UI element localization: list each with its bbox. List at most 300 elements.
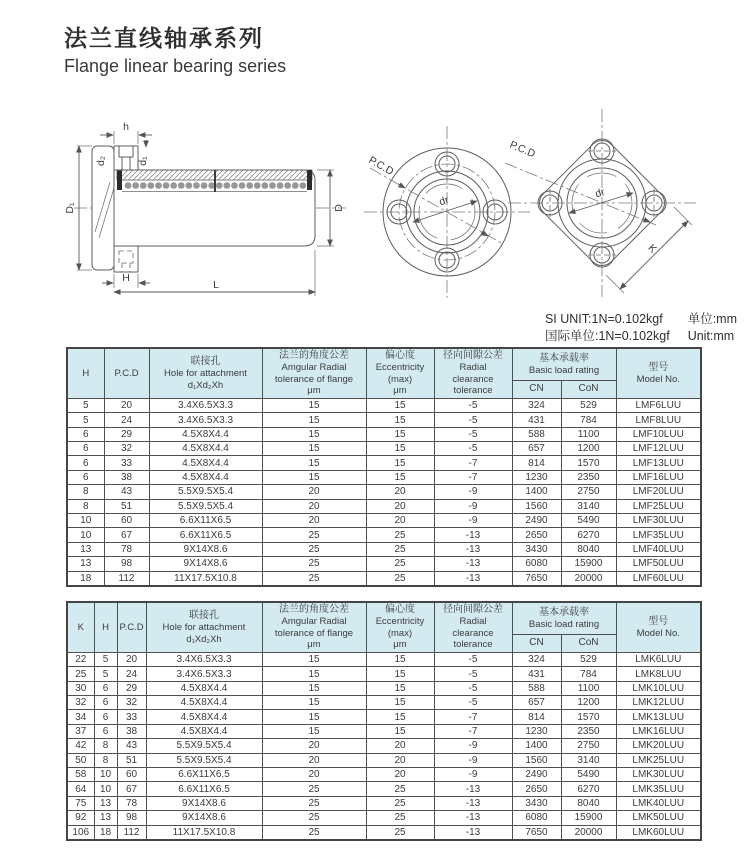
table-cell: 34	[67, 710, 94, 724]
table-cell: 10	[94, 768, 117, 782]
table-cell: 13	[67, 542, 104, 556]
table-row	[67, 811, 701, 825]
table-cell: -13	[434, 528, 512, 542]
col-header-con: CoN	[561, 380, 616, 398]
table-cell: 20	[262, 514, 366, 528]
table-row	[67, 499, 701, 513]
table-cell: 20000	[561, 571, 616, 586]
table-cell: 15	[366, 427, 434, 441]
table-cell: 8040	[561, 796, 616, 810]
table-cell: 1200	[561, 442, 616, 456]
table-cell: LMF13LUU	[616, 456, 701, 470]
table-cell: -9	[434, 739, 512, 753]
table-row	[67, 667, 701, 681]
table-cell: LMK35LUU	[616, 782, 701, 796]
col-header-pcd: P.C.D	[117, 602, 146, 652]
table-cell: 5.5X9.5X5.4	[146, 739, 262, 753]
table-cell: 15900	[561, 557, 616, 571]
col-header-model: 型号 Model No.	[616, 348, 701, 398]
col-header-eccentricity: 偏心度 Eccentricity (max) μm	[366, 602, 434, 652]
table-cell: LMF20LUU	[616, 485, 701, 499]
table-cell: 13	[67, 557, 104, 571]
table-cell: 1100	[561, 427, 616, 441]
table-cell: 4.5X8X4.4	[149, 427, 262, 441]
table-cell: -13	[434, 557, 512, 571]
table-cell: 32	[117, 696, 146, 710]
table-cell: 13	[94, 811, 117, 825]
table-cell: 18	[94, 825, 117, 840]
table-cell: -5	[434, 681, 512, 695]
table-cell: 25	[67, 667, 94, 681]
table-cell: 5.5X9.5X5.4	[149, 499, 262, 513]
table-cell: 25	[366, 557, 434, 571]
table-row	[67, 456, 701, 470]
table-cell: 5	[94, 652, 117, 666]
table-cell: 30	[67, 681, 94, 695]
table-cell: 75	[67, 796, 94, 810]
table-cell: -5	[434, 442, 512, 456]
table-cell: 6.6X11X6.5	[149, 514, 262, 528]
dim-label-L: L	[213, 279, 219, 291]
col-header-basic-load: 基本承载率 Basic load rating	[512, 348, 616, 380]
table-cell: 1230	[512, 470, 561, 484]
col-header-basic-load: 基本承载率 Basic load rating	[512, 602, 616, 634]
table-cell: 1200	[561, 696, 616, 710]
table-row	[67, 485, 701, 499]
col-header-angular: 法兰的角度公差 Amgular Radial tolerance of flange μm	[262, 348, 366, 398]
table-cell: 20	[366, 485, 434, 499]
table-row	[67, 825, 701, 840]
table-cell: -5	[434, 667, 512, 681]
table-cell: 20	[366, 499, 434, 513]
table-cell: 9X14X8.6	[146, 811, 262, 825]
table-cell: LMF16LUU	[616, 470, 701, 484]
table-cell: 24	[117, 667, 146, 681]
table-cell: LMF10LUU	[616, 427, 701, 441]
table-cell: 33	[104, 456, 149, 470]
table-row	[67, 398, 701, 412]
table-cell: LMK10LUU	[616, 681, 701, 695]
unit-note-line1: 单位:mm	[687, 312, 737, 326]
table-cell: 25	[262, 811, 366, 825]
table-cell: 112	[117, 825, 146, 840]
si-note-line1: SI UNIT:1N=0.102kgf	[544, 312, 663, 326]
table-cell: 4.5X8X4.4	[146, 696, 262, 710]
col-header-con: CoN	[561, 634, 616, 652]
table-cell: 20	[366, 768, 434, 782]
dim-label-d2: d₂	[95, 156, 107, 166]
table-cell: 8040	[561, 542, 616, 556]
table-cell: LMF35LUU	[616, 528, 701, 542]
table-row	[67, 696, 701, 710]
table-cell: 2490	[512, 768, 561, 782]
table-cell: 15	[262, 710, 366, 724]
table-cell: 8	[94, 739, 117, 753]
table-cell: -5	[434, 427, 512, 441]
col-header-eccentricity: 偏心度 Eccentricity (max) μm	[366, 348, 434, 398]
table-cell: LMK20LUU	[616, 739, 701, 753]
table-cell: 15	[366, 398, 434, 412]
table-cell: 11X17.5X10.8	[149, 571, 262, 586]
table-cell: 92	[67, 811, 94, 825]
table-cell: 2650	[512, 782, 561, 796]
table-cell: -13	[434, 811, 512, 825]
table-cell: -7	[434, 724, 512, 738]
table-cell: 529	[561, 652, 616, 666]
table-row	[67, 542, 701, 556]
title-block	[64, 20, 286, 77]
table-row	[67, 739, 701, 753]
table-row	[67, 782, 701, 796]
table-cell: LMK8LUU	[616, 667, 701, 681]
lmk-table-body	[67, 652, 701, 840]
table-cell: 25	[262, 796, 366, 810]
table-cell: 2650	[512, 528, 561, 542]
table-cell: 38	[117, 724, 146, 738]
table-cell: 657	[512, 696, 561, 710]
seal-right	[307, 170, 312, 190]
table-cell: 15	[262, 442, 366, 456]
table-cell: 1400	[512, 739, 561, 753]
table-cell: 814	[512, 456, 561, 470]
table-cell: 15	[366, 681, 434, 695]
table-cell: 5.5X9.5X5.4	[146, 753, 262, 767]
table-cell: 20	[366, 753, 434, 767]
table-cell: 7650	[512, 825, 561, 840]
table-cell: 15	[262, 470, 366, 484]
table-cell: 20	[262, 739, 366, 753]
table-cell: 15	[262, 456, 366, 470]
table-cell: 1570	[561, 710, 616, 724]
col-header-model: 型号 Model No.	[616, 602, 701, 652]
table-cell: LMK13LUU	[616, 710, 701, 724]
table-cell: 25	[366, 811, 434, 825]
table-cell: 6.6X11X6.5	[149, 528, 262, 542]
table-cell: 657	[512, 442, 561, 456]
table-cell: LMF8LUU	[616, 413, 701, 427]
side-section-drawing	[64, 104, 354, 302]
table-cell: 15	[366, 470, 434, 484]
table-cell: 324	[512, 398, 561, 412]
table-cell: 1230	[512, 724, 561, 738]
table-cell: 29	[104, 427, 149, 441]
table-cell: 25	[262, 528, 366, 542]
table-cell: LMK6LUU	[616, 652, 701, 666]
table-row	[67, 796, 701, 810]
table-cell: 25	[262, 571, 366, 586]
table-cell: 5490	[561, 768, 616, 782]
table-cell: LMK40LUU	[616, 796, 701, 810]
table-cell: LMK16LUU	[616, 724, 701, 738]
table-row	[67, 427, 701, 441]
table-cell: -9	[434, 485, 512, 499]
table-cell: 6270	[561, 782, 616, 796]
table-cell: 6	[67, 470, 104, 484]
table-cell: 51	[117, 753, 146, 767]
table-cell: 814	[512, 710, 561, 724]
table-cell: 4.5X8X4.4	[146, 681, 262, 695]
table-cell: 98	[117, 811, 146, 825]
dim-label-pcd-square: P.C.D	[507, 138, 538, 161]
table-cell: LMF6LUU	[616, 398, 701, 412]
table-cell: 6080	[512, 811, 561, 825]
page-title-zh: 法兰直线轴承系列	[64, 25, 264, 51]
table-cell: 15	[366, 724, 434, 738]
col-header-hole: 联接孔 Hole for attachment d₁Xd₂Xh	[149, 348, 262, 398]
table-row	[67, 571, 701, 586]
lmk-spec-table	[66, 601, 702, 841]
table-cell: 3.4X6.5X3.3	[149, 413, 262, 427]
table-cell: 37	[67, 724, 94, 738]
table-row	[67, 470, 701, 484]
table-cell: 20	[104, 398, 149, 412]
table-cell: 25	[262, 542, 366, 556]
table-cell: 25	[366, 796, 434, 810]
table-cell: 5490	[561, 514, 616, 528]
dim-label-D1: D₁	[64, 202, 76, 214]
table-cell: 15	[262, 652, 366, 666]
table-cell: 10	[67, 514, 104, 528]
table-cell: 67	[104, 528, 149, 542]
table-cell: 25	[366, 825, 434, 840]
table-cell: 38	[104, 470, 149, 484]
table-cell: 5	[67, 398, 104, 412]
table-cell: 6080	[512, 557, 561, 571]
table-cell: LMF40LUU	[616, 542, 701, 556]
table-cell: LMK60LUU	[616, 825, 701, 840]
table-cell: -9	[434, 514, 512, 528]
table-cell: 98	[104, 557, 149, 571]
table-cell: 42	[67, 739, 94, 753]
dim-label-d1: d₁	[137, 156, 149, 166]
table-cell: 60	[104, 514, 149, 528]
table-cell: 529	[561, 398, 616, 412]
table-cell: 43	[104, 485, 149, 499]
table-row	[67, 514, 701, 528]
table-cell: 4.5X8X4.4	[149, 456, 262, 470]
table-row	[67, 724, 701, 738]
table-cell: 1570	[561, 456, 616, 470]
table-cell: -7	[434, 456, 512, 470]
table-cell: 15	[262, 681, 366, 695]
table-cell: 1560	[512, 499, 561, 513]
table-cell: 4.5X8X4.4	[146, 724, 262, 738]
seal-left	[117, 170, 122, 190]
table-cell: 43	[117, 739, 146, 753]
table-cell: 9X14X8.6	[149, 557, 262, 571]
table-cell: 6	[94, 681, 117, 695]
table-cell: 6	[94, 710, 117, 724]
table-cell: 6	[94, 724, 117, 738]
col-header-angular: 法兰的角度公差 Amgular Radial tolerance of flange μm	[262, 602, 366, 652]
table-cell: 18	[67, 571, 104, 586]
table-cell: 2750	[561, 485, 616, 499]
table-cell: 3430	[512, 796, 561, 810]
table-cell: 6.6X11X6.5	[146, 782, 262, 796]
table-cell: 2350	[561, 724, 616, 738]
table-cell: 112	[104, 571, 149, 586]
table-cell: 8	[67, 499, 104, 513]
table-cell: -5	[434, 413, 512, 427]
col-header-hole: 联接孔 Hole for attachment d₁Xd₂Xh	[146, 602, 262, 652]
table-cell: 58	[67, 768, 94, 782]
lmf-table-body	[67, 398, 701, 586]
table-cell: 6.6X11X6.5	[146, 768, 262, 782]
col-header-cn: CN	[512, 380, 561, 398]
table-cell: 5	[67, 413, 104, 427]
table-cell: 24	[104, 413, 149, 427]
table-cell: 25	[262, 557, 366, 571]
table-cell: 20	[366, 514, 434, 528]
table-cell: 20	[262, 768, 366, 782]
table-cell: 15	[366, 652, 434, 666]
table-cell: -13	[434, 571, 512, 586]
table-cell: 6	[67, 456, 104, 470]
table-cell: 784	[561, 413, 616, 427]
col-header-radial-clearance: 径向间隙公差 Radial clearance tolerance	[434, 348, 512, 398]
table-cell: 20	[117, 652, 146, 666]
table-cell: -9	[434, 753, 512, 767]
table-cell: 25	[262, 825, 366, 840]
table-cell: 6	[67, 427, 104, 441]
table-cell: 4.5X8X4.4	[149, 470, 262, 484]
col-header-h: H	[94, 602, 117, 652]
table-cell: 20	[262, 753, 366, 767]
table-cell: 3430	[512, 542, 561, 556]
table-cell: 20	[262, 499, 366, 513]
table-cell: 3140	[561, 753, 616, 767]
table-cell: -5	[434, 696, 512, 710]
table-cell: 324	[512, 652, 561, 666]
table-cell: 15	[262, 724, 366, 738]
table-cell: 15	[262, 398, 366, 412]
table-cell: 25	[366, 528, 434, 542]
table-cell: 784	[561, 667, 616, 681]
table-cell: 78	[117, 796, 146, 810]
dim-label-D: D	[333, 204, 345, 212]
table-cell: LMF50LUU	[616, 557, 701, 571]
table-cell: LMK12LUU	[616, 696, 701, 710]
flange-lug	[114, 246, 138, 272]
table-cell: -13	[434, 796, 512, 810]
table-cell: 33	[117, 710, 146, 724]
table-cell: LMF60LUU	[616, 571, 701, 586]
table-cell: 3140	[561, 499, 616, 513]
square-flange-drawing	[501, 101, 703, 305]
table-cell: 106	[67, 825, 94, 840]
table-row	[67, 681, 701, 695]
table-cell: 8	[67, 485, 104, 499]
table-cell: 15900	[561, 811, 616, 825]
table-cell: 431	[512, 413, 561, 427]
table-cell: 1560	[512, 753, 561, 767]
col-header-h: H	[67, 348, 104, 398]
unit-note-line2: Unit:mm	[687, 329, 735, 343]
table-cell: -13	[434, 825, 512, 840]
unit-note	[545, 311, 737, 344]
table-cell: -5	[434, 398, 512, 412]
table-cell: -13	[434, 542, 512, 556]
dim-label-dr-round: dr	[437, 193, 451, 209]
table-cell: 3.4X6.5X3.3	[146, 667, 262, 681]
table-cell: 15	[262, 413, 366, 427]
table-cell: 67	[117, 782, 146, 796]
dim-label-H: H	[122, 272, 130, 284]
col-header-pcd: P.C.D	[104, 348, 149, 398]
table-cell: -9	[434, 499, 512, 513]
table-cell: 32	[104, 442, 149, 456]
table-cell: LMF30LUU	[616, 514, 701, 528]
table-cell: 25	[262, 782, 366, 796]
table-cell: -7	[434, 710, 512, 724]
table-cell: -5	[434, 652, 512, 666]
table-cell: 9X14X8.6	[146, 796, 262, 810]
table-cell: 13	[94, 796, 117, 810]
table-cell: 22	[67, 652, 94, 666]
table-cell: 15	[366, 442, 434, 456]
table-row	[67, 710, 701, 724]
col-header-k: K	[67, 602, 94, 652]
table-cell: 1400	[512, 485, 561, 499]
col-header-radial-clearance: 径向间隙公差 Radial clearance tolerance	[434, 602, 512, 652]
table-cell: 15	[262, 427, 366, 441]
table-cell: 4.5X8X4.4	[149, 442, 262, 456]
lmf-spec-table	[66, 347, 702, 587]
table-cell: LMF25LUU	[616, 499, 701, 513]
table-cell: 3.4X6.5X3.3	[149, 398, 262, 412]
table-cell: 60	[117, 768, 146, 782]
table-cell: 78	[104, 542, 149, 556]
table-cell: 2750	[561, 739, 616, 753]
table-cell: 32	[67, 696, 94, 710]
table-cell: 25	[366, 571, 434, 586]
table-cell: -7	[434, 470, 512, 484]
table-row	[67, 557, 701, 571]
table-cell: LMF12LUU	[616, 442, 701, 456]
table-cell: LMK30LUU	[616, 768, 701, 782]
table-cell: 3.4X6.5X3.3	[146, 652, 262, 666]
table-cell: 29	[117, 681, 146, 695]
table-cell: 6	[67, 442, 104, 456]
table-cell: 1100	[561, 681, 616, 695]
dim-label-h: h	[123, 121, 129, 133]
table-cell: -13	[434, 782, 512, 796]
table-cell: 15	[262, 696, 366, 710]
table-cell: 15	[366, 667, 434, 681]
table-cell: 4.5X8X4.4	[146, 710, 262, 724]
table-cell: 11X17.5X10.8	[146, 825, 262, 840]
table-cell: 20000	[561, 825, 616, 840]
table-cell: 9X14X8.6	[149, 542, 262, 556]
table-cell: 5.5X9.5X5.4	[149, 485, 262, 499]
table-cell: 15	[366, 413, 434, 427]
table-row	[67, 753, 701, 767]
si-note-line2: 国际单位:1N=0.102kgf	[544, 329, 670, 343]
table-cell: 64	[67, 782, 94, 796]
table-cell: 2490	[512, 514, 561, 528]
table-cell: 15	[366, 696, 434, 710]
table-cell: LMK50LUU	[616, 811, 701, 825]
table-cell: 431	[512, 667, 561, 681]
dim-label-pcd-round: P.C.D	[366, 154, 396, 178]
table-cell: 588	[512, 681, 561, 695]
table-cell: 5	[94, 667, 117, 681]
col-header-cn: CN	[512, 634, 561, 652]
table-row	[67, 652, 701, 666]
table-cell: 15	[366, 456, 434, 470]
table-cell: -9	[434, 768, 512, 782]
table-cell: 25	[366, 782, 434, 796]
